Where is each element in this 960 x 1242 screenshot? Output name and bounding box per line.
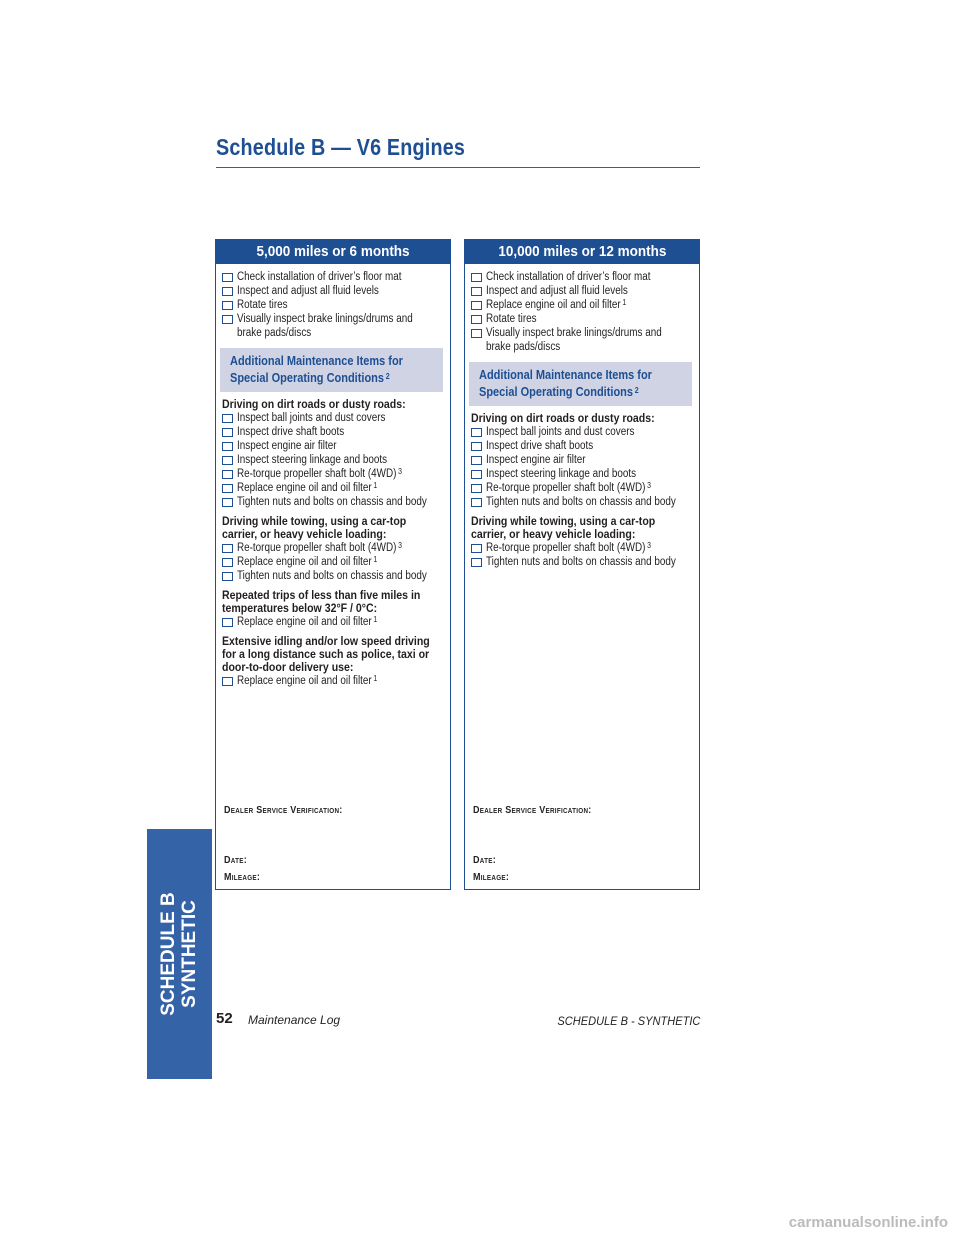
section-side-tab (147, 829, 212, 1079)
checklist-item-label: Re-torque propeller shaft bolt (4WD) $^3$ (237, 541, 402, 554)
condition-heading: Driving on dirt roads or dusty roads: (471, 411, 655, 425)
checklist-item (222, 615, 445, 629)
footer-schedule-label: SCHEDULE B - SYNTHETIC (557, 1014, 700, 1028)
checklist-item (222, 411, 445, 425)
checkbox[interactable] (471, 428, 482, 437)
checklist-item-label: Re-torque propeller shaft bolt (4WD) $^3$ (486, 481, 651, 494)
footnote-marker: 1 (373, 674, 378, 683)
checklist-item-label: Tighten nuts and bolts on chassis and body (237, 496, 427, 508)
checkbox[interactable] (222, 301, 233, 310)
checklist-item-label: Rotate tires (486, 313, 537, 325)
checkbox[interactable] (471, 498, 482, 507)
checklist-item-label: Inspect engine air filter (486, 454, 586, 466)
checklist-item (471, 326, 694, 354)
date-label: Date: (224, 855, 247, 866)
checklist-item (222, 674, 445, 688)
checklist-item-label: Inspect ball joints and dust covers (486, 426, 635, 438)
checklist-item-label: Re-torque propeller shaft bolt (4WD) $^3$ (237, 467, 402, 480)
checkbox[interactable] (471, 287, 482, 296)
checkbox[interactable] (222, 558, 233, 567)
checkbox[interactable] (471, 544, 482, 553)
checkbox[interactable] (222, 428, 233, 437)
checklist-item-label: Re-torque propeller shaft bolt (4WD) $^3$ (486, 541, 651, 554)
checklist-item (471, 481, 694, 495)
checklist-item-label: Replace engine oil and oil filter $^1$ (486, 298, 627, 311)
checklist-item (222, 270, 445, 284)
checkbox[interactable] (471, 470, 482, 479)
checkbox[interactable] (471, 329, 482, 338)
column-header: 5,000 miles or 6 months (215, 239, 451, 264)
checkbox[interactable] (471, 315, 482, 324)
additional-items-header: Additional Maintenance Items for Special Operating Conditions $^2$ (220, 348, 443, 392)
checklist-item (222, 467, 445, 481)
checkbox[interactable] (222, 484, 233, 493)
mileage-label: Mileage: (473, 872, 510, 883)
checklist-item-label-continued: brake pads/discs (486, 341, 561, 353)
page-number: 52 (216, 1010, 233, 1027)
checklist-item (222, 495, 445, 509)
checkbox[interactable] (222, 315, 233, 324)
checklist-item-label: Visually inspect brake linings/drums and (237, 313, 413, 325)
date-label: Date: (473, 855, 496, 866)
checkbox[interactable] (222, 572, 233, 581)
checklist-item-label: Rotate tires (237, 299, 288, 311)
checklist-item (222, 541, 445, 555)
checklist-item (222, 312, 445, 340)
footnote-marker: 1 (373, 555, 378, 564)
page-title: Schedule B — V6 Engines (216, 134, 466, 160)
checklist-item-label: Inspect drive shaft boots (237, 426, 345, 438)
maintenance-column-5000 (215, 239, 451, 890)
checklist-item-label: Tighten nuts and bolts on chassis and body (237, 570, 427, 582)
checklist-item-label: Inspect and adjust all fluid levels (486, 285, 628, 297)
checklist-item-label: Inspect steering linkage and boots (237, 454, 388, 466)
checkbox[interactable] (222, 677, 233, 686)
checklist-item (471, 312, 694, 326)
condition-heading: Repeated trips of less than five miles in temperatures below 32°F / 0°C: (222, 588, 421, 615)
checklist-item (222, 453, 445, 467)
checkbox[interactable] (222, 498, 233, 507)
checklist-item (471, 270, 694, 284)
dealer-verification-label: Dealer Service Verification: (224, 805, 343, 816)
checklist-item-label: Replace engine oil and oil filter $^1$ (237, 555, 378, 568)
checkbox[interactable] (471, 456, 482, 465)
footnote-marker: 1 (373, 615, 378, 624)
checkbox[interactable] (471, 301, 482, 310)
footnote-marker: 3 (647, 481, 651, 490)
checklist-item (222, 425, 445, 439)
checklist-item (471, 439, 694, 453)
checkbox[interactable] (471, 442, 482, 451)
checklist-item (471, 495, 694, 509)
footnote-marker: 3 (398, 541, 402, 550)
checkbox[interactable] (222, 273, 233, 282)
condition-heading: Driving while towing, using a car-top carrier, or heavy vehicle loading: (471, 514, 656, 541)
dealer-verification-label: Dealer Service Verification: (473, 805, 592, 816)
column-header: 10,000 miles or 12 months (464, 239, 700, 264)
checklist-item (471, 284, 694, 298)
checkbox[interactable] (222, 287, 233, 296)
checklist-item (222, 284, 445, 298)
checklist-item-label: Tighten nuts and bolts on chassis and body (486, 556, 676, 568)
mileage-label: Mileage: (224, 872, 261, 883)
additional-items-header: Additional Maintenance Items for Special Operating Conditions $^2$ (469, 362, 692, 406)
maintenance-column-10000 (464, 239, 700, 890)
checklist-item (471, 541, 694, 555)
checkbox[interactable] (471, 273, 482, 282)
checkbox[interactable] (471, 484, 482, 493)
checklist-item (222, 555, 445, 569)
watermark: carmanualsonline.info (788, 1214, 948, 1231)
checkbox[interactable] (222, 618, 233, 627)
condition-heading: Driving on dirt roads or dusty roads: (222, 397, 406, 411)
checklist-item (471, 555, 694, 569)
checklist-item (222, 569, 445, 583)
checklist-item-label: Inspect steering linkage and boots (486, 468, 637, 480)
condition-heading: Extensive idling and/or low speed driving for a long distance such as police, taxi or door-to-door delivery use: (222, 634, 430, 674)
footnote-marker: 1 (622, 298, 627, 307)
title-divider (216, 167, 700, 168)
checklist-item-label: Inspect engine air filter (237, 440, 337, 452)
checklist-item (222, 298, 445, 312)
footnote-marker: 3 (647, 541, 651, 550)
checklist-item-label: Replace engine oil and oil filter $^1$ (237, 674, 378, 687)
footer-section-title: Maintenance Log (248, 1013, 341, 1027)
checklist-item-label: Visually inspect brake linings/drums and (486, 327, 662, 339)
checklist-item-label: Tighten nuts and bolts on chassis and body (486, 496, 676, 508)
footnote-marker: 1 (373, 481, 378, 490)
checklist-item-label: Check installation of driver’s floor mat (237, 271, 402, 283)
checklist-item (471, 298, 694, 312)
condition-heading: Driving while towing, using a car-top carrier, or heavy vehicle loading: (222, 514, 407, 541)
checklist-item-label: Replace engine oil and oil filter $^1$ (237, 615, 378, 628)
checkbox[interactable] (222, 456, 233, 465)
checklist-item (471, 467, 694, 481)
checklist-item-label: Replace engine oil and oil filter $^1$ (237, 481, 378, 494)
checklist-item (471, 453, 694, 467)
footnote-marker: 3 (398, 467, 402, 476)
checklist-item (222, 481, 445, 495)
checkbox[interactable] (471, 558, 482, 567)
footnote-marker: 2 (385, 372, 390, 381)
checklist-item (222, 439, 445, 453)
checklist-item-label: Inspect drive shaft boots (486, 440, 594, 452)
footnote-marker: 2 (634, 386, 639, 395)
checklist-item-label: Check installation of driver’s floor mat (486, 271, 651, 283)
checklist-item (471, 425, 694, 439)
checkbox[interactable] (222, 544, 233, 553)
checkbox[interactable] (222, 414, 233, 423)
checklist-item-label: Inspect and adjust all fluid levels (237, 285, 379, 297)
checkbox[interactable] (222, 442, 233, 451)
checkbox[interactable] (222, 470, 233, 479)
checklist-item-label-continued: brake pads/discs (237, 327, 312, 339)
checklist-item-label: Inspect ball joints and dust covers (237, 412, 386, 424)
side-tab-label: SCHEDULE B SYNTHETIC (158, 892, 200, 1016)
